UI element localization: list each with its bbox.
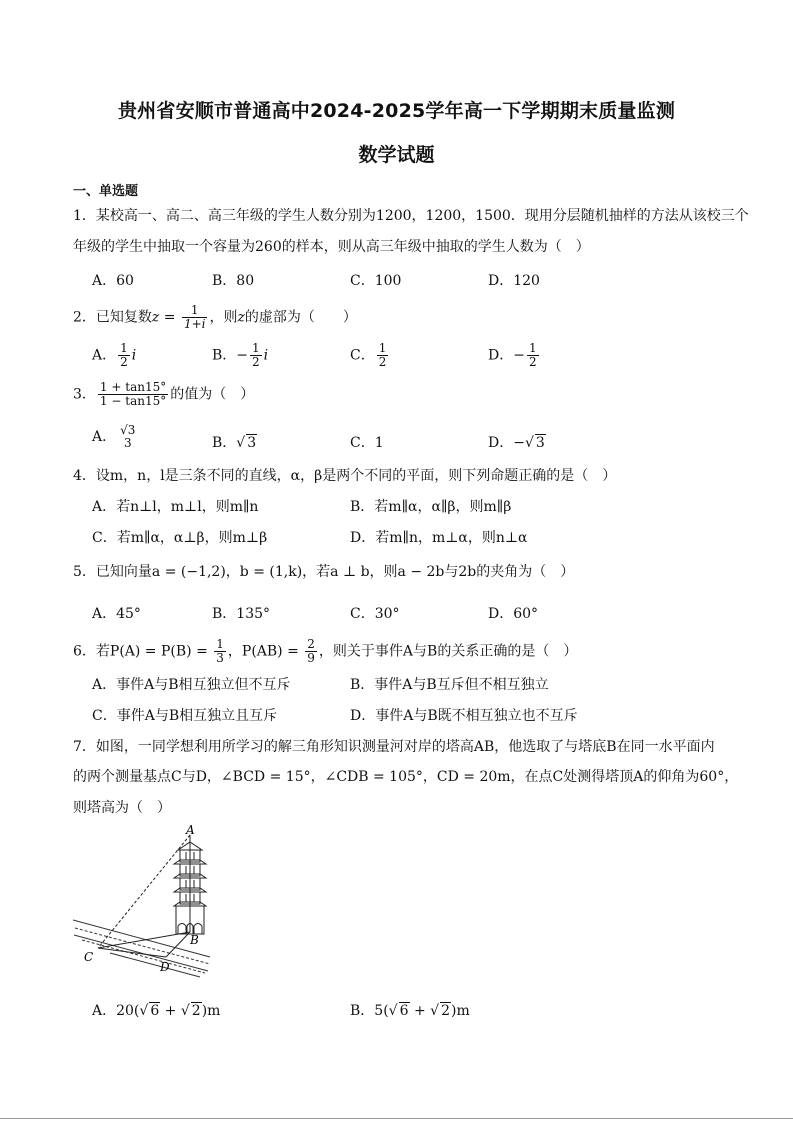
q2-b-frac (250, 342, 262, 369)
q2-b-num: 1 (252, 341, 260, 355)
q2-option-d (488, 342, 541, 369)
q6-f1-num: 1 (216, 637, 224, 651)
radical-icon: √ (430, 1003, 440, 1019)
q3-label: 3． (73, 386, 96, 403)
q6-f2-num: 2 (307, 637, 315, 651)
q6-stem (73, 638, 577, 665)
q3-suffix: 的值为（ ） (170, 386, 255, 403)
point-a-label: A (186, 823, 195, 837)
radical-icon: √ (524, 435, 534, 451)
point-d-label: D (160, 960, 170, 974)
q2-c-label: C． (350, 347, 375, 364)
q7-line2: 的两个测量基点C与D，∠BCD = 15°，∠CDB = 105°，CD = 20m，在点C处测得塔顶A的仰角为60°， (73, 769, 739, 785)
point-c-label: C (84, 950, 94, 964)
q7-option-a (92, 1000, 220, 1020)
q6-option-c: C．事件A与B相互独立且互斥 (92, 708, 278, 724)
q3-b-val: 3 (247, 435, 257, 451)
section-heading: 一、单选题 (73, 184, 139, 199)
q6-f2-den: 9 (307, 651, 315, 665)
q3-a-num: √3 (120, 423, 136, 437)
q2-frac-den: 1+i (183, 317, 206, 331)
q3-d-label: D．− (488, 435, 525, 451)
q3-option-a (92, 424, 139, 450)
q7-b-plus: + (409, 1003, 431, 1019)
q7-a-label: A．20( (92, 1003, 140, 1019)
radical-icon: √ (139, 1003, 149, 1019)
q2-prefix: 2．已知复数 (73, 309, 152, 326)
q7-option-b (350, 1000, 470, 1020)
q2-suffix-a: ，则 (209, 309, 238, 326)
exam-subtitle: 数学试题 (358, 144, 435, 166)
q3-frac-num: 1 + tan15° (99, 380, 167, 394)
q1-option-d: D．120 (488, 273, 540, 289)
q3-option-c: C．1 (350, 435, 384, 451)
q7-tower-figure (70, 822, 220, 978)
q3-fraction (98, 381, 168, 408)
q3-a-frac (118, 424, 137, 450)
q5-option-b: B．135° (212, 606, 271, 622)
q4-option-d: D．若m∥n，m⊥α，则n⊥α (350, 530, 528, 546)
q2-suffix-b: 的虚部为（ ） (244, 309, 357, 326)
q6-f1-den: 3 (216, 651, 224, 665)
page-bottom-divider (0, 1118, 793, 1119)
q4-line: 4．设m，n，l是三条不同的直线，α，β是两个不同的平面，则下列命题正确的是（ ） (73, 468, 617, 484)
q1-option-c: C．100 (350, 273, 402, 289)
line-cd (98, 948, 166, 957)
q2-fraction (182, 304, 208, 331)
q4-option-a: A．若n⊥l，m⊥l，则m∥n (92, 499, 259, 515)
q7-b-r1: 6 (399, 1003, 409, 1019)
q7-a-tail: )m (201, 1003, 221, 1019)
q6-suffix: ，则关于事件A与B的关系正确的是（ ） (318, 643, 578, 660)
river-lines (73, 920, 210, 977)
q6-frac1 (214, 638, 226, 665)
q2-option-a (92, 342, 136, 369)
q5-line: 5．已知向量a = (−1,2)，b = (1,k)，若a ⊥ b，则a − 2b与2b的夹角为（ ） (73, 564, 575, 580)
q2-b-label: B．− (212, 347, 249, 364)
q1-line1: 1．某校高一、高二、高三年级的学生人数分别为1200，1200，1500．现用分层随机抽样的方法从该校三个 (73, 208, 749, 224)
q1-line2: 年级的学生中抽取一个容量为260的样本，则从高三年级中抽取的学生人数为（ ） (73, 239, 590, 255)
q7-line3: 则塔高为（ ） (73, 800, 171, 816)
radical-icon: √ (236, 435, 246, 451)
q7-line1: 7．如图，一同学想利用所学习的解三角形知识测量河对岸的塔高AB，他选取了与塔底B在同一水平面内 (73, 739, 715, 755)
q2-c-den: 2 (378, 355, 387, 369)
q6-option-d: D．事件A与B既不相互独立也不互斥 (350, 708, 578, 724)
q2-var: z (151, 309, 160, 326)
q6-prefix: 6．若P(A) = P(B) = (73, 643, 213, 660)
q5-option-c: C．30° (350, 606, 400, 622)
q5-option-a: A．45° (92, 606, 141, 622)
exam-title: 贵州省安顺市普通高中2024-2025学年高一下学期期末质量监测 (117, 100, 676, 122)
q2-d-label: D．− (488, 347, 525, 364)
q5-option-d: D．60° (488, 606, 539, 622)
q2-stem (73, 304, 357, 331)
q2-b-tail: i (263, 347, 269, 364)
q3-option-d (488, 432, 546, 452)
q7-b-tail: )m (451, 1003, 470, 1019)
q7-a-plus: + (160, 1003, 181, 1019)
q6-mid: ，P(AB) = (227, 643, 304, 660)
q1-option-b: B．80 (212, 273, 255, 289)
q7-b-r2: 2 (441, 1003, 450, 1019)
q2-b-den: 2 (252, 355, 260, 369)
q2-frac-num: 1 (182, 304, 208, 318)
q6-frac2 (305, 638, 317, 665)
q2-a-den: 2 (120, 355, 128, 369)
q2-eq: = (159, 309, 180, 326)
q4-option-b: B．若m∥α，α∥β，则m∥β (350, 499, 512, 515)
q2-option-b (212, 342, 268, 369)
point-b-label: B (190, 933, 199, 947)
q2-a-label: A． (92, 347, 117, 364)
q6-option-b: B．事件A与B互斥但不相互独立 (350, 677, 549, 693)
q6-option-a: A．事件A与B相互独立但不互斥 (92, 677, 291, 693)
q2-a-tail: i (131, 347, 137, 364)
q2-a-frac (118, 342, 130, 369)
line-cb (98, 932, 190, 948)
q2-d-den: 2 (528, 355, 537, 369)
q2-var2: z (237, 309, 245, 326)
q3-frac-den: 1 − tan15° (99, 394, 167, 408)
q1-option-a: A．60 (92, 273, 134, 289)
q3-b-label: B． (212, 435, 237, 451)
q2-a-num: 1 (120, 341, 128, 355)
q2-d-frac (527, 342, 539, 369)
q3-a-den: 3 (123, 436, 132, 450)
q3-option-b (212, 432, 257, 452)
q7-b-label: B．5( (350, 1003, 389, 1019)
radical-icon: √ (180, 1003, 190, 1019)
radical-icon: √ (388, 1003, 398, 1019)
q2-option-c (350, 342, 390, 369)
q3-a-label: A． (92, 429, 117, 445)
q2-c-num: 1 (378, 341, 387, 355)
q7-a-r2: 2 (191, 1003, 201, 1019)
q2-c-frac (377, 342, 389, 369)
q4-option-c: C．若m∥α，α⊥β，则m⊥β (92, 530, 268, 546)
q3-d-val: 3 (535, 435, 545, 451)
q7-a-r1: 6 (150, 1003, 160, 1019)
q3-stem (73, 381, 254, 408)
q2-d-num: 1 (528, 341, 537, 355)
